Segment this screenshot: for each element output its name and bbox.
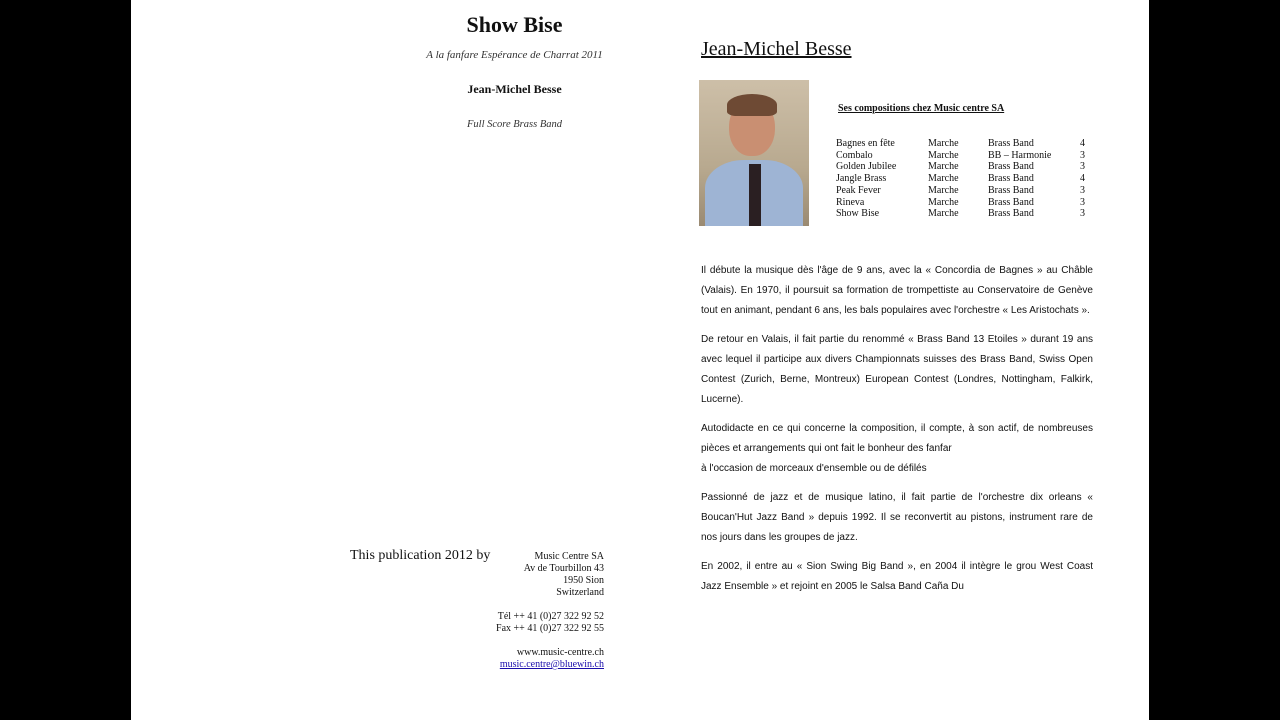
composition-title: Peak Fever (836, 184, 881, 196)
composition-title: Golden Jubilee (836, 161, 897, 173)
composition-row (836, 138, 1090, 150)
bio-paragraph: Il débute la musique dès l'âge de 9 ans, avec la « Concordia de Bagnes » au Châble (Valais). En 1970, il poursuit sa formation de trompettiste au Conservatoire de Genève tout en animant, pendant 6 ans, les bals populaires avec l'orchestre « Les Aristochats ». (701, 265, 1093, 316)
composition-grade: 3 (1080, 196, 1085, 208)
composition-row (836, 173, 1090, 185)
composition-genre: Marche (928, 184, 959, 196)
composition-grade: 3 (1080, 161, 1085, 173)
spacer (471, 599, 604, 611)
composition-ensemble: Brass Band (988, 184, 1034, 196)
composer-name: Jean-Michel Besse (467, 82, 562, 96)
publisher-country: Switzerland (556, 587, 604, 598)
dedication: A la fanfare Espérance de Charrat 2011 (426, 49, 603, 61)
publisher-fax: Fax ++ 41 (0)27 322 92 55 (496, 623, 604, 634)
composition-genre: Marche (928, 138, 959, 149)
score-title: Show Bise (466, 12, 563, 37)
biography-title: Jean-Michel Besse (701, 38, 852, 60)
compositions-heading: Ses compositions chez Music centre SA (838, 103, 1005, 114)
composition-row (836, 197, 1090, 209)
composition-ensemble: Brass Band (988, 161, 1034, 173)
bio-paragraph: De retour en Valais, il fait partie du renommé « Brass Band 13 Etoiles » durant 19 ans avec lequel il participe aux divers Championnats suisses des Brass Band, Swiss Open Contest (Zurich, Berne, Montreux) European Contest (Londres, Nottingham, Falkirk, Lucerne). (701, 334, 1093, 405)
score-type: Full Score Brass Band (467, 119, 562, 130)
compositions-table (836, 138, 1090, 220)
composition-grade: 3 (1080, 149, 1085, 161)
composition-genre: Marche (928, 196, 959, 208)
composition-row (836, 161, 1090, 173)
publisher-address (471, 551, 604, 671)
publication-by: This publication 2012 by (350, 548, 491, 563)
composition-grade: 3 (1080, 208, 1085, 220)
composition-grade: 4 (1080, 138, 1085, 149)
composition-genre: Marche (928, 173, 959, 185)
composition-grade: 3 (1080, 184, 1085, 196)
composition-grade: 4 (1080, 173, 1085, 185)
composition-row (836, 208, 1090, 220)
composition-title: Show Bise (836, 208, 880, 220)
composition-title: Rineva (836, 196, 865, 208)
composition-ensemble: Brass Band (988, 138, 1034, 149)
composition-genre: Marche (928, 208, 959, 220)
publisher-city: 1950 Sion (563, 575, 604, 586)
publisher-name: Music Centre SA (534, 551, 604, 562)
composer-photo (699, 80, 809, 226)
publisher-tel: Tél ++ 41 (0)27 322 92 52 (497, 611, 604, 622)
composition-row (836, 185, 1090, 197)
composition-title: Combalo (836, 149, 873, 161)
bio-paragraph: Autodidacte en ce qui concerne la composition, il compte, à son actif, de nombreuses pièces et arrangements qui ont fait le bonheur des fanfar à l'occasion de morceaux d'ensemble ou de défilés (701, 423, 1093, 474)
bio-paragraph: Passionné de jazz et de musique latino, il fait partie de l'orchestre dix orleans « Boucan'Hut Jazz Band » depuis 1992. Il se reconvertit au pistons, instrument rare de nos jours dans les groupes de jazz. (701, 492, 1093, 543)
publisher-email-link[interactable]: music.centre@bluewin.ch (499, 659, 604, 670)
composition-genre: Marche (928, 161, 959, 173)
composition-ensemble: BB – Harmonie (988, 149, 1052, 161)
composition-title: Jangle Brass (836, 173, 887, 185)
composition-ensemble: Brass Band (988, 173, 1034, 185)
publisher-street: Av de Tourbillon 43 (523, 563, 604, 574)
composition-ensemble: Brass Band (988, 196, 1034, 208)
spacer (471, 635, 604, 647)
document-spread (131, 0, 1149, 720)
biography-text (701, 261, 1093, 606)
publisher-web: www.music-centre.ch (516, 647, 604, 658)
composition-genre: Marche (928, 149, 959, 161)
bio-paragraph: En 2002, il entre au « Sion Swing Big Band », en 2004 il intègre le grou West Coast Jazz Ensemble » et rejoint en 2005 le Salsa Band Caña Du (701, 561, 1093, 592)
composition-row (836, 150, 1090, 162)
composition-title: Bagnes en fête (836, 138, 895, 149)
composition-ensemble: Brass Band (988, 208, 1034, 220)
